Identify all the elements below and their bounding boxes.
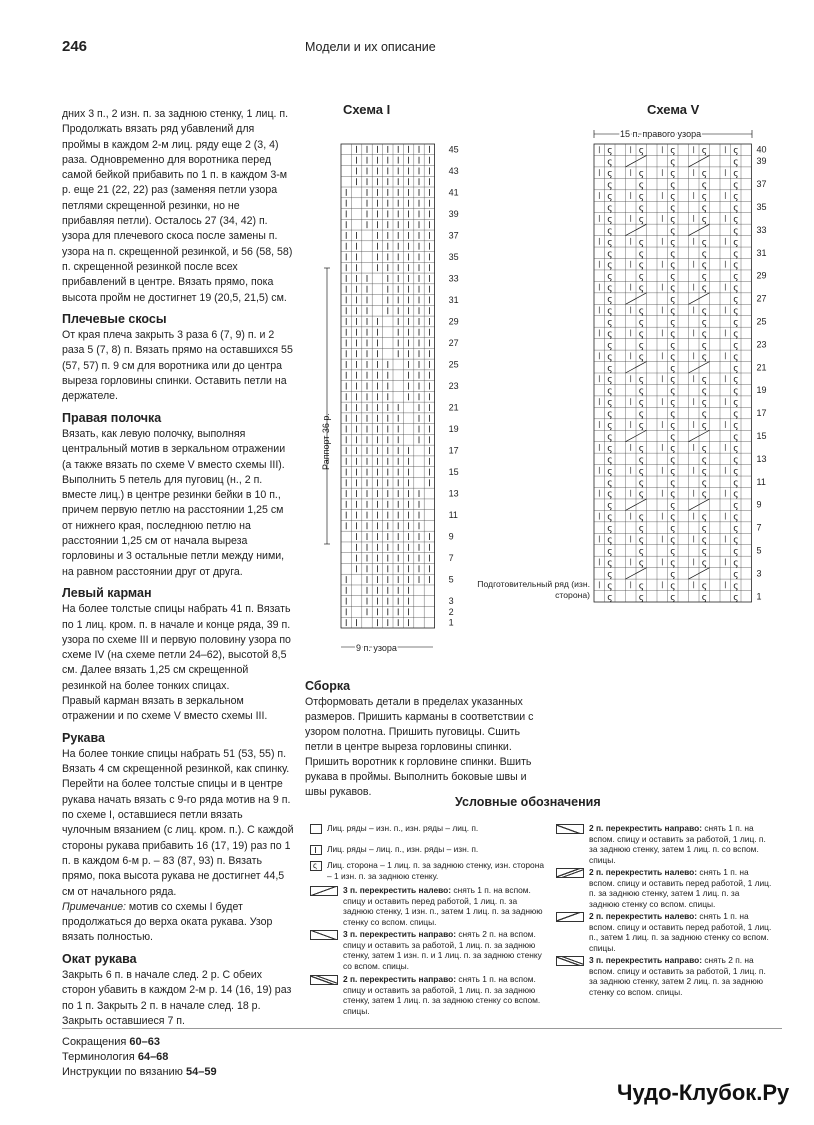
- svg-text:ς: ς: [701, 146, 708, 157]
- scheme5-top-label: 15 п. правого узора: [620, 129, 702, 139]
- svg-text:ς: ς: [638, 581, 645, 592]
- svg-text:ς: ς: [733, 363, 739, 374]
- svg-text:ς: ς: [733, 455, 739, 466]
- svg-text:ς: ς: [638, 489, 645, 500]
- svg-text:ς: ς: [701, 421, 708, 432]
- svg-text:ς: ς: [670, 169, 676, 180]
- svg-text:ς: ς: [701, 592, 708, 603]
- svg-text:ς: ς: [670, 180, 676, 191]
- svg-text:ς: ς: [607, 569, 613, 580]
- svg-text:ς: ς: [701, 203, 708, 214]
- scheme1-row-label: 23: [448, 381, 459, 391]
- svg-text:ς: ς: [607, 214, 613, 225]
- cross-left-2b-icon: [556, 912, 584, 922]
- svg-text:ς: ς: [670, 569, 676, 580]
- svg-text:ς: ς: [670, 203, 676, 214]
- footer-terminology[interactable]: Терминология 64–68: [62, 1051, 169, 1063]
- svg-text:ς: ς: [638, 409, 645, 420]
- svg-text:ς: ς: [733, 386, 739, 397]
- svg-text:ς: ς: [670, 352, 676, 363]
- svg-text:ς: ς: [638, 398, 645, 409]
- svg-text:ς: ς: [701, 398, 708, 409]
- legend-item-8: [556, 867, 772, 909]
- svg-text:ς: ς: [638, 272, 645, 283]
- scheme5-row-label: 35: [756, 201, 767, 212]
- svg-text:ς: ς: [733, 558, 739, 569]
- svg-text:ς: ς: [701, 375, 708, 386]
- scheme5-row-label: 37: [756, 179, 767, 190]
- svg-text:ς: ς: [733, 478, 739, 489]
- cross-right-2-icon: [310, 975, 338, 985]
- svg-text:ς: ς: [733, 524, 739, 535]
- svg-text:ς: ς: [733, 203, 739, 214]
- scheme1-row-label: 43: [448, 165, 459, 176]
- svg-text:ς: ς: [638, 386, 645, 397]
- svg-text:ς: ς: [607, 524, 613, 535]
- scheme1-row-label: 2: [448, 606, 454, 617]
- svg-text:ς: ς: [701, 546, 708, 557]
- scheme5-row-label: 27: [756, 293, 767, 304]
- cross-right-3-icon: [310, 930, 338, 940]
- svg-text:ς: ς: [670, 329, 676, 340]
- svg-text:ς: ς: [638, 146, 645, 157]
- svg-text:ς: ς: [638, 283, 645, 294]
- svg-text:ς: ς: [607, 363, 613, 374]
- svg-text:ς: ς: [733, 157, 739, 168]
- svg-text:ς: ς: [607, 306, 613, 317]
- svg-text:ς: ς: [670, 306, 676, 317]
- legend-item-7: [556, 823, 772, 865]
- svg-text:ς: ς: [701, 329, 708, 340]
- assembly-heading: Сборка: [305, 679, 351, 693]
- svg-text:ς: ς: [733, 295, 739, 306]
- svg-text:ς: ς: [733, 317, 739, 328]
- svg-text:ς: ς: [733, 249, 739, 260]
- svg-text:ς: ς: [701, 524, 708, 535]
- svg-text:ς: ς: [733, 546, 739, 557]
- svg-text:ς: ς: [607, 455, 613, 466]
- cross-left-3-icon: [310, 886, 338, 896]
- svg-text:ς: ς: [638, 214, 645, 225]
- svg-text:ς: ς: [670, 455, 676, 466]
- svg-text:ς: ς: [670, 478, 676, 489]
- svg-text:ς: ς: [733, 375, 739, 386]
- scheme1-row-label: 21: [448, 402, 459, 413]
- svg-text:ς: ς: [733, 512, 739, 523]
- scheme1-row-label: 11: [448, 510, 458, 521]
- footer-abbreviations[interactable]: Сокращения 60–63: [62, 1036, 160, 1048]
- scheme5-row-label: 31: [756, 247, 767, 258]
- scheme1-row-label: 37: [448, 230, 459, 241]
- svg-text:ς: ς: [638, 421, 645, 432]
- svg-text:ς: ς: [638, 169, 645, 180]
- svg-text:ς: ς: [638, 524, 645, 535]
- svg-text:ς: ς: [638, 512, 645, 523]
- svg-text:ς: ς: [733, 466, 739, 477]
- scheme1-row-label: 31: [448, 294, 459, 305]
- scheme5-row-label: 3: [756, 568, 762, 579]
- scheme5-row-label: 40: [756, 144, 767, 155]
- scheme1-title: Схема I: [343, 102, 391, 117]
- assembly-paragraph: Отформовать детали в пределах указанных размеров. Пришить карманы в соответствии с узором полотна. Пришить пуговицы. Сшить петли в центре выреза горловины спинки. Пришить воротник к горловине спинки. Вшить рукава в проймы. Выполнить боковые швы и швы рукавов.: [305, 696, 534, 798]
- heading-sleeve-cap: Окат рукава: [62, 951, 137, 966]
- svg-text:ς: ς: [607, 169, 613, 180]
- svg-text:ς: ς: [607, 489, 613, 500]
- left-pocket-paragraph: На более толстые спицы набрать 41 п. Вязать по 1 лиц. кром. п. в начале и конце ряда, 39 п. узора по схеме III и первую половину узора по схеме IV (на схеме петли 24–62), высотой 8,5 см. Далее вязать 1,25 см скрещенной резинкой на более тонких спицах.: [62, 603, 291, 692]
- svg-text:ς: ς: [607, 146, 613, 157]
- svg-text:ς: ς: [733, 180, 739, 191]
- svg-text:ς: ς: [607, 501, 613, 512]
- scheme1-row-label: 15: [448, 467, 459, 478]
- svg-text:ς: ς: [733, 192, 739, 203]
- svg-text:ς: ς: [701, 352, 708, 363]
- svg-text:ς: ς: [670, 237, 676, 248]
- knit-cell-icon: [310, 845, 322, 855]
- svg-text:ς: ς: [607, 443, 613, 454]
- svg-text:ς: ς: [670, 466, 676, 477]
- svg-text:ς: ς: [607, 512, 613, 523]
- svg-text:ς: ς: [733, 432, 739, 443]
- shoulder-paragraph: От края плеча закрыть 3 раза 6 (7, 9) п. и 2 раза 5 (7, 8) п. Вязать прямо на оставшихся 55 (57, 57) п. 9 см для воротника или до центра выреза горловины спинки. Оставить петли на держателе.: [62, 329, 293, 403]
- heading-shoulder: Плечевые скосы: [62, 311, 167, 326]
- svg-text:ς: ς: [733, 237, 739, 248]
- empty-cell-icon: [310, 824, 322, 834]
- svg-text:ς: ς: [607, 375, 613, 386]
- legend-text: 2 п. перекрестить налево: снять 1 п. на вспом. спицу и оставить перед работой, 1 лиц. п. за заднюю стенку, затем 1 лиц. п. за заднюю стенку со вспом. спицы.: [589, 867, 772, 909]
- svg-text:ς: ς: [638, 237, 645, 248]
- svg-text:ς: ς: [607, 409, 613, 420]
- svg-text:ς: ς: [701, 249, 708, 260]
- svg-text:ς: ς: [701, 192, 708, 203]
- svg-text:ς: ς: [638, 352, 645, 363]
- svg-text:ς: ς: [607, 157, 613, 168]
- svg-text:ς: ς: [607, 192, 613, 203]
- svg-text:ς: ς: [670, 501, 676, 512]
- svg-text:ς: ς: [701, 512, 708, 523]
- scheme1-row-label: 7: [448, 553, 454, 564]
- svg-text:ς: ς: [638, 306, 645, 317]
- svg-text:ς: ς: [607, 283, 613, 294]
- svg-text:ς: ς: [670, 192, 676, 203]
- legend-text: 3 п. перекрестить направо: снять 2 п. на вспом. спицу и оставить за работой, 1 лиц. п. за заднюю стенку, затем 2 лиц. п. за заднюю стенку со вспом. спицы.: [589, 955, 766, 997]
- scheme1-row-label: 45: [448, 144, 459, 155]
- scheme5-row-label: 15: [756, 430, 767, 441]
- scheme5-row-label: 23: [756, 339, 767, 350]
- svg-text:ς: ς: [670, 249, 676, 260]
- svg-text:ς: ς: [638, 592, 645, 603]
- svg-text:ς: ς: [670, 146, 676, 157]
- svg-text:ς: ς: [638, 317, 645, 328]
- scheme1-row-label: 33: [448, 273, 459, 284]
- svg-text:ς: ς: [670, 409, 676, 420]
- svg-text:ς: ς: [607, 546, 613, 557]
- svg-text:ς: ς: [670, 592, 676, 603]
- svg-text:ς: ς: [701, 455, 708, 466]
- cross-left-2-icon: [556, 868, 584, 878]
- svg-text:ς: ς: [733, 226, 739, 237]
- svg-text:ς: ς: [607, 272, 613, 283]
- svg-text:ς: ς: [701, 535, 708, 546]
- svg-text:ς: ς: [701, 489, 708, 500]
- footer-instructions[interactable]: Инструкции по вязанию 54–59: [62, 1066, 217, 1078]
- svg-text:ς: ς: [733, 214, 739, 225]
- svg-text:ς: ς: [607, 352, 613, 363]
- legend-text: 3 п. перекрестить направо: снять 2 п. на вспом. спицу и оставить за работой, 1 лиц. п. за заднюю стенку, затем 1 изн. п. и 1 лиц. п. за заднюю стенку со вспом. спицы.: [343, 929, 542, 971]
- svg-text:ς: ς: [670, 581, 676, 592]
- svg-text:ς: ς: [670, 512, 676, 523]
- legend-text: Лиц. сторона – 1 лиц. п. за заднюю стенку, изн. сторона – 1 изн. п. за заднюю стенку.: [327, 860, 544, 881]
- svg-text:ς: ς: [607, 329, 613, 340]
- svg-text:ς: ς: [701, 306, 708, 317]
- legend-text: 2 п. перекрестить налево: снять 1 п. на вспом. спицу и оставить перед работой, 1 лиц. п., затем 1 лиц. п. за заднюю стенку со вспом. спицы.: [589, 911, 772, 953]
- svg-text:ς: ς: [733, 421, 739, 432]
- svg-text:ς: ς: [670, 443, 676, 454]
- svg-text:ς: ς: [638, 203, 645, 214]
- svg-text:ς: ς: [733, 329, 739, 340]
- svg-text:ς: ς: [638, 478, 645, 489]
- cross-right-2b-icon: [556, 824, 584, 834]
- note-text: мотив со схемы I будет продолжаться до верха оката рукава. Узор вязать полностью.: [62, 900, 273, 944]
- svg-text:ς: ς: [670, 546, 676, 557]
- legend-item-9: [556, 911, 772, 953]
- svg-text:ς: ς: [670, 375, 676, 386]
- svg-text:ς: ς: [638, 558, 645, 569]
- scheme5-row-label: 7: [756, 522, 762, 533]
- svg-text:ς: ς: [670, 363, 676, 374]
- svg-text:ς: ς: [670, 398, 676, 409]
- legend-item-4: [310, 885, 550, 927]
- svg-text:ς: ς: [670, 272, 676, 283]
- svg-text:ς: ς: [607, 237, 613, 248]
- svg-text:ς: ς: [701, 443, 708, 454]
- svg-text:ς: ς: [670, 524, 676, 535]
- scheme1-row-label: 9: [448, 531, 454, 542]
- scheme5-row-label: 17: [756, 408, 767, 419]
- svg-text:ς: ς: [701, 272, 708, 283]
- legend-text: 2 п. перекрестить направо: снять 1 п. на вспом. спицу и оставить за работой, 1 лиц. п. за заднюю стенку, затем 1 лиц. п. со вспом. спицы.: [589, 823, 766, 865]
- svg-text:ς: ς: [701, 180, 708, 191]
- legend-item-2: [310, 844, 550, 855]
- svg-text:ς: ς: [701, 340, 708, 351]
- svg-text:ς: ς: [607, 432, 613, 443]
- svg-text:ς: ς: [733, 306, 739, 317]
- footer-links: [62, 1035, 217, 1080]
- legend-text: Лиц. ряды – лиц. п., изн. ряды – изн. п.: [327, 844, 479, 854]
- right-pocket-paragraph: Правый карман вязать в зеркальном отражении и по схеме V вместо схемы III.: [62, 694, 268, 723]
- heading-right-front: Правая полочка: [62, 410, 162, 425]
- scheme5-row-label: 25: [756, 316, 767, 327]
- legend-text: 2 п. перекрестить направо: снять 1 п. на вспом. спицу и оставить за работой, 1 лиц. п. за заднюю стенку, затем 1 лиц. п. за заднюю стенку со вспом. спицы.: [343, 974, 541, 1016]
- svg-text:ς: ς: [701, 466, 708, 477]
- svg-text:ς: ς: [733, 535, 739, 546]
- svg-text:ς: ς: [733, 169, 739, 180]
- scheme5-row-label: 1: [756, 591, 762, 602]
- svg-text:ς: ς: [670, 295, 676, 306]
- svg-text:ς: ς: [670, 226, 676, 237]
- watermark: Чудо-Клубок.Ру: [617, 1080, 790, 1105]
- svg-text:ς: ς: [733, 581, 739, 592]
- svg-text:ς: ς: [670, 260, 676, 271]
- legend-text: 3 п. перекрестить налево: снять 1 п. на вспом. спицу и оставить перед работой, 1 лиц. п. за заднюю стенку, 1 изн. п., затем 1 лиц. п. за заднюю стенку со вспом. спицы.: [343, 885, 543, 927]
- svg-text:ς: ς: [607, 226, 613, 237]
- scheme5-row-label: 9: [756, 499, 762, 510]
- svg-text:ς: ς: [607, 340, 613, 351]
- svg-text:ς: ς: [607, 466, 613, 477]
- right-front-paragraph: Вязать, как левую полочку, выполняя центральный мотив в зеркальном отражении (а также вязать по схеме V вместо схемы III). Выполнить 5 петель для пуговиц (н., 2 п. вместе лиц.) в центре резинки бейки в 10 п., причем первую петлю на расстоянии 1,25 см от нижнего края, последнюю петлю на расстоянии 1,25 см от начала выреза горловины и 3 остальные петли между ними, на равном расстоянии друг от друга.: [62, 427, 286, 578]
- svg-text:ς: ς: [607, 317, 613, 328]
- scheme1-row-label: 35: [448, 251, 459, 262]
- svg-text:ς: ς: [638, 249, 645, 260]
- svg-text:ς: ς: [607, 180, 613, 191]
- svg-text:ς: ς: [733, 443, 739, 454]
- scheme5-row-label: 13: [756, 453, 767, 464]
- svg-text:ς: ς: [638, 546, 645, 557]
- svg-text:ς: ς: [638, 443, 645, 454]
- svg-text:ς: ς: [638, 340, 645, 351]
- scheme5-row-label: 39: [756, 156, 767, 167]
- svg-text:ς: ς: [733, 501, 739, 512]
- legend-text: Лиц. ряды – изн. п., изн. ряды – лиц. п.: [327, 823, 479, 833]
- sleeve-cap-paragraph: Закрыть 6 п. в начале след. 2 р. С обеих сторон убавить в каждом 2-м р. 14 (16, 19) раз по 1 п. Закрыть 2 п. в начале след. 18 р. Закрыть оставшиеся 7 п.: [62, 969, 292, 1027]
- scheme1-width-label: 9 п. узора: [356, 643, 397, 653]
- scheme1-row-label: 25: [448, 359, 459, 370]
- scheme5-title: Схема V: [647, 102, 700, 117]
- svg-text:ς: ς: [607, 386, 613, 397]
- legend-item-3: [310, 860, 550, 881]
- scheme5-row-label: 11: [756, 476, 766, 487]
- svg-text:ς: ς: [733, 409, 739, 420]
- svg-text:ς: ς: [701, 214, 708, 225]
- svg-text:ς: ς: [733, 340, 739, 351]
- scheme1-row-label: 1: [448, 617, 454, 628]
- scheme5-prep-row-label: Подготовительный ряд (изн. сторона): [477, 579, 590, 600]
- svg-text:ς: ς: [607, 478, 613, 489]
- svg-text:ς: ς: [638, 260, 645, 271]
- svg-text:ς: ς: [638, 535, 645, 546]
- svg-text:ς: ς: [607, 203, 613, 214]
- svg-text:ς: ς: [607, 535, 613, 546]
- svg-text:ς: ς: [701, 260, 708, 271]
- footer-divider: [62, 1028, 782, 1029]
- svg-text:ς: ς: [607, 260, 613, 271]
- svg-text:ς: ς: [607, 295, 613, 306]
- cross-right-3b-icon: [556, 956, 584, 966]
- svg-text:ς: ς: [670, 558, 676, 569]
- scheme5-row-label: 33: [756, 224, 767, 235]
- note-label: Примечание:: [62, 900, 126, 913]
- svg-text:ς: ς: [670, 489, 676, 500]
- svg-text:ς: ς: [670, 340, 676, 351]
- svg-text:ς: ς: [670, 535, 676, 546]
- svg-text:ς: ς: [701, 169, 708, 180]
- legend-item-6: [310, 974, 550, 1016]
- scheme5-row-label: 21: [756, 362, 767, 373]
- svg-text:ς: ς: [638, 375, 645, 386]
- svg-text:ς: ς: [638, 180, 645, 191]
- running-header: Модели и их описание: [305, 40, 436, 54]
- legend-item-5: [310, 929, 550, 971]
- svg-text:ς: ς: [701, 581, 708, 592]
- svg-text:ς: ς: [670, 157, 676, 168]
- svg-text:ς: ς: [701, 237, 708, 248]
- legend-title: Условные обозначения: [455, 795, 601, 809]
- scheme5-row-label: 5: [756, 545, 762, 556]
- svg-text:ς: ς: [638, 192, 645, 203]
- svg-text:ς: ς: [607, 592, 613, 603]
- scheme5-row-label: 19: [756, 385, 767, 396]
- svg-text:ς: ς: [701, 317, 708, 328]
- scheme1-row-label: 27: [448, 337, 459, 348]
- svg-text:ς: ς: [607, 421, 613, 432]
- svg-text:ς: ς: [670, 421, 676, 432]
- intro-paragraph: дних 3 п., 2 изн. п. за заднюю стенку, 1 лиц. п. Продолжать вязать ряд убавлений для проймы в каждом 2-м лиц. ряду еще 2 (3, 4) раза. Одновременно для воротника перед самой бейкой прибавить по 1 п. в каждом 3-м р. еще 21 (22, 22) раз (заменяя петли узора петлями скрещенной резинки, но не прибавляя петли). Осталось 27 (34, 42) п. узора для плечевого скоса после замены п. узора на п. скрещенной резинкой, и 56 (58, 58) п. скрещенной резинкой после всех прибавлений в центре. Вязать прямо, пока высота пройм не достигнет 19 (20,5, 21,5) см.: [62, 108, 293, 304]
- scheme1-row-label: 39: [448, 208, 459, 219]
- scheme1-repeat-label: Раппорт 36 р.: [321, 413, 331, 470]
- svg-text:ς: ς: [607, 581, 613, 592]
- svg-text:ς: ς: [638, 466, 645, 477]
- sleeves-paragraph: На более тонкие спицы набрать 51 (53, 55) п. Вязать 4 см скрещенной резинкой, как спинку. Перейти на более толстые спицы и в центре рукава начать вязать с 9-го ряда мотив на 9 п. по схеме I, оставшиеся петли вязать чулочным вязанием (с лиц. кром. п.). С каждой стороны рукава прибавить 16 (17, 19) раз по 1 п. в каждом 6-м р. – 83 (87, 93) п. Вязать прямо, пока высота рукава не достигнет 44,5 см от начального ряда.: [62, 747, 294, 898]
- page-number: 246: [62, 38, 88, 55]
- scheme1-row-label: 3: [448, 596, 454, 607]
- legend-item-10: [556, 955, 772, 997]
- scheme5-row-label: 29: [756, 270, 767, 281]
- svg-text:ς: ς: [607, 558, 613, 569]
- scheme1-row-label: 29: [448, 316, 459, 327]
- svg-text:ς: ς: [638, 455, 645, 466]
- svg-text:ς: ς: [670, 317, 676, 328]
- svg-text:ς: ς: [670, 386, 676, 397]
- svg-text:ς: ς: [607, 249, 613, 260]
- scheme1-row-label: 17: [448, 445, 459, 456]
- svg-text:ς: ς: [733, 352, 739, 363]
- scheme1-row-label: 19: [448, 424, 459, 435]
- twisted-stitch-icon: ς: [310, 861, 322, 871]
- heading-sleeves: Рукава: [62, 730, 105, 745]
- heading-left-pocket: Левый карман: [62, 585, 152, 600]
- svg-text:ς: ς: [638, 329, 645, 340]
- scheme1-row-label: 41: [448, 187, 459, 198]
- svg-text:ς: ς: [701, 558, 708, 569]
- svg-text:ς: ς: [670, 432, 676, 443]
- legend-item-1: [310, 823, 550, 834]
- svg-text:ς: ς: [733, 592, 739, 603]
- svg-text:ς: ς: [607, 398, 613, 409]
- svg-text:ς: ς: [670, 214, 676, 225]
- scheme1-row-label: 5: [448, 574, 454, 585]
- svg-text:ς: ς: [670, 283, 676, 294]
- svg-text:ς: ς: [701, 409, 708, 420]
- scheme1-row-label: 13: [448, 488, 459, 499]
- svg-text:ς: ς: [733, 283, 739, 294]
- svg-text:ς: ς: [733, 569, 739, 580]
- svg-text:ς: ς: [733, 146, 739, 157]
- svg-text:ς: ς: [701, 386, 708, 397]
- svg-text:ς: ς: [733, 260, 739, 271]
- svg-text:ς: ς: [701, 283, 708, 294]
- svg-text:ς: ς: [701, 478, 708, 489]
- svg-text:ς: ς: [733, 398, 739, 409]
- svg-text:ς: ς: [733, 272, 739, 283]
- svg-text:ς: ς: [733, 489, 739, 500]
